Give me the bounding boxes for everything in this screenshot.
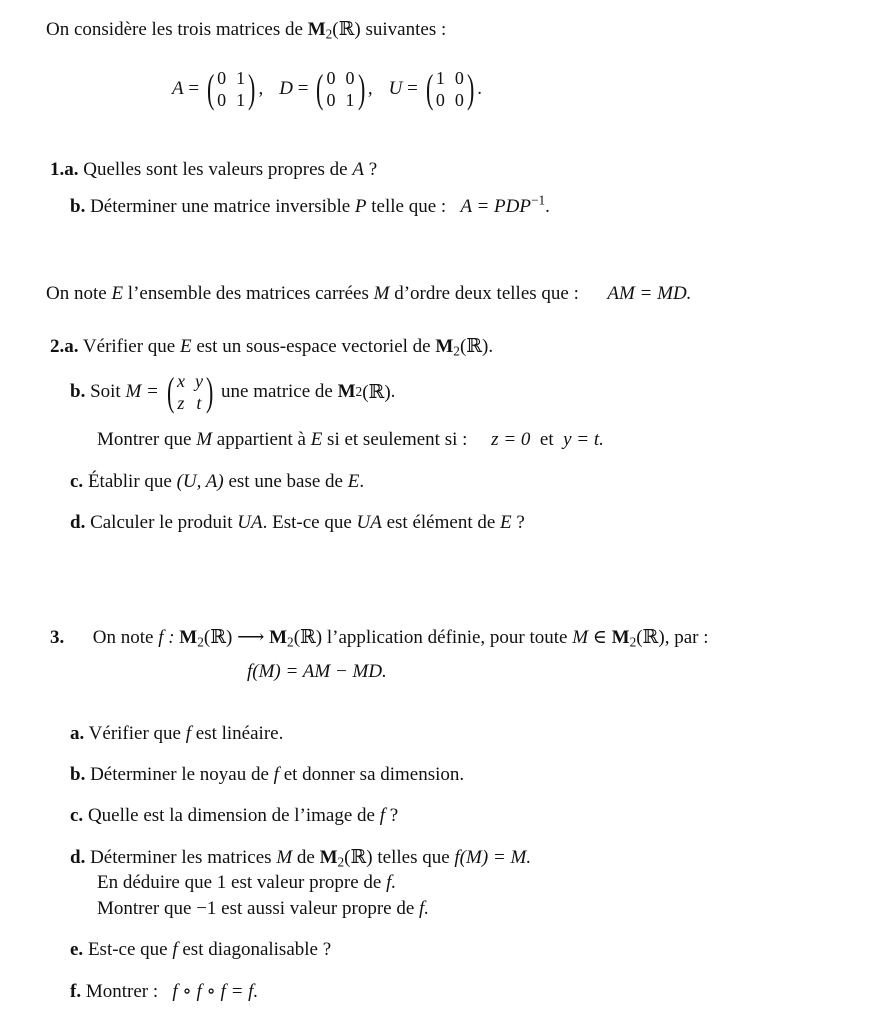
q3e: e. Est-ce que f est diagonalisable ? [70, 939, 332, 960]
q2b: b. Soit M = ( x y z t ) une matrice de M 2 (ℝ) . [70, 369, 396, 414]
q3c: c. Quelle est la dimension de l’image de f ? [70, 805, 399, 826]
q1a: 1.a. Quelles sont les valeurs propres de A ? [50, 159, 378, 180]
matrix-D: ( 0 0 0 1 ) [316, 66, 365, 111]
field-symbol: (ℝ) [332, 19, 361, 40]
q2a: 2.a. Vérifier que E est un sous-espace vectoriel de $M_2(ℝ)$. [50, 336, 494, 359]
q1b: b. Déterminer une matrice inversible P telle que : $A = PDP^{-1}$. [70, 192, 550, 217]
space-symbol: M [307, 19, 326, 40]
q3-label: 3. [50, 627, 65, 648]
matrix-A-name: A [172, 78, 184, 99]
matrix-definitions: A = ( 0 1 0 1 ) , D = ( 0 0 0 1 ) , U = ( 1 0 0 0 ) . [172, 66, 482, 111]
q2d-label: d. [70, 512, 86, 533]
q3d: d. Déterminer les matrices M de $M_2(ℝ)$ telles que f(M) = M. [70, 847, 532, 870]
q3b: b. Déterminer le noyau de f et donner sa dimension. [70, 764, 465, 785]
space-subscript: 2 [325, 26, 333, 42]
q3-formula: f(M) = AM − MD. [247, 661, 387, 682]
q1b-label: b. [70, 196, 86, 217]
q3e-label: e. [70, 939, 84, 960]
q2b-line2: Montrer que M appartient à E si et seulement si : z = 0 et y = t. [97, 429, 604, 450]
q3-intro: 3. On note f : $M_2(ℝ)$ ⟶ $M_2(ℝ)$ l’application définie, pour toute M ∈ $M_2(ℝ)$, par : [50, 627, 709, 650]
q3d-label: d. [70, 847, 86, 868]
q3b-label: b. [70, 764, 86, 785]
q1a-label: 1.a. [50, 159, 79, 180]
matrix-A: ( 0 1 0 1 ) [206, 66, 256, 111]
q2c-label: c. [70, 471, 84, 492]
q2d: d. Calculer le produit UA. Est-ce que UA est élément de E ? [70, 512, 525, 533]
intro-line [46, 18, 446, 41]
q3d-line3: Montrer que −1 est aussi valeur propre de f. [97, 898, 430, 919]
q2a-label: 2.a. [50, 336, 79, 357]
q3a-label: a. [70, 723, 85, 744]
def-E: On note E l’ensemble des matrices carrées M d’ordre deux telles que : AM = MD. [46, 283, 692, 304]
q2b-label: b. [70, 381, 86, 402]
q3a: a. Vérifier que f est linéaire. [70, 723, 284, 744]
matrix-D-name: D [279, 78, 293, 99]
matrix-U: ( 1 0 0 0 ) [425, 66, 475, 111]
intro-suffix: suivantes : [365, 19, 447, 40]
q3c-label: c. [70, 805, 84, 826]
q2c: c. Établir que (U, A) est une base de E. [70, 471, 365, 492]
q3f: f. Montrer : f ∘ f ∘ f = f. [70, 981, 259, 1002]
q3f-label: f. [70, 981, 82, 1002]
matrix-M: ( x y z t ) [166, 369, 214, 414]
intro-prefix: On considère les trois matrices de [46, 19, 303, 40]
q3d-line2: En déduire que 1 est valeur propre de f. [97, 872, 397, 893]
matrix-U-name: U [388, 78, 403, 99]
